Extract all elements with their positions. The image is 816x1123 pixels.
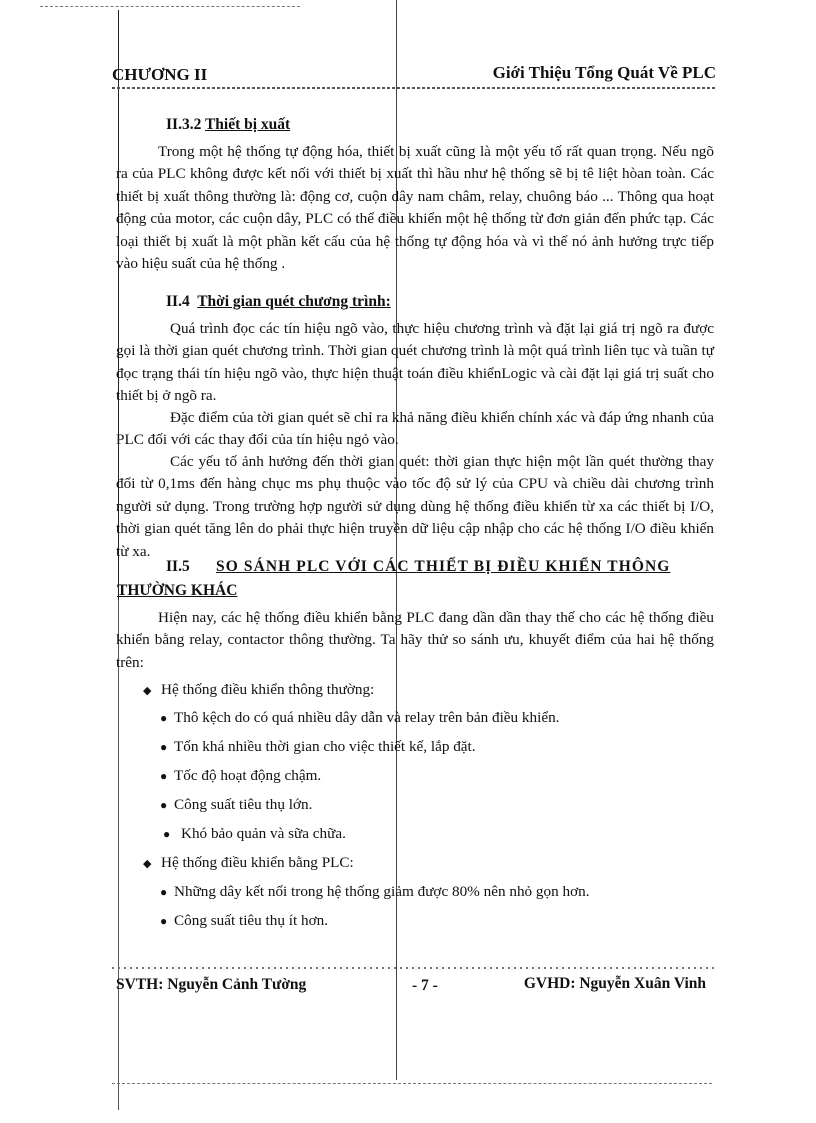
- paragraph-text: Hiện nay, các hệ thống điều khiển bằng PLC đang dần dần thay thế cho các hệ thống điều khiển bằng relay, contactor thông thường. Ta hãy thử so sánh ưu, khuyết điểm của hai hệ thống trên:: [116, 609, 714, 671]
- dot-bullet-icon: ●: [160, 769, 168, 783]
- bullet-group-heading: [143, 854, 354, 872]
- list-item: [160, 767, 321, 785]
- list-item: [160, 709, 559, 727]
- list-item-text: Công suất tiêu thụ lớn.: [174, 796, 313, 813]
- list-item: [163, 825, 346, 843]
- list-item: [160, 738, 476, 756]
- list-item: [160, 796, 312, 814]
- header-chapter: CHƯƠNG II: [112, 65, 208, 84]
- section-number: II.4: [166, 293, 190, 310]
- section-title: Thời gian quét chương trình:: [197, 293, 391, 310]
- paragraph: [116, 318, 714, 408]
- list-item-text: Tốn khá nhiều thời gian cho việc thiết kế, lắp đặt.: [174, 738, 476, 755]
- list-item: [160, 912, 328, 930]
- list-item-text: Công suất tiêu thụ ít hơn.: [174, 912, 328, 929]
- diamond-bullet-icon: ◆: [143, 685, 152, 697]
- paragraph-text: Trong một hệ thống tự động hóa, thiết bị xuất cũng là một yếu tố rất quan trọng. Nếu ngõ ra của PLC không được kết nối với thiết bị xuất thì hầu như hệ thống sẽ bị tê liệt hòan toàn. Các thiết bị xuất thông thường là: động cơ, cuộn dây nam châm, relay, chuông báo ... Thông qua hoạt động của motor, các cuộn dây, PLC có thể điều khiển một hệ thống từ đơn giản đến phức tạp. Các loại thiết bị xuất là một phần kết cấu của hệ thống tự động hóa và vì thế nó ảnh hưởng trực tiếp vào hiệu suất của hệ thống .: [116, 143, 714, 273]
- section-number: II.5: [166, 558, 190, 575]
- section-heading-3-2: [166, 116, 290, 134]
- binding-line-left-lower: [118, 600, 119, 1110]
- section-title: SO SÁNH PLC VỚI CÁC THIẾT BỊ ĐIỀU KHIỂN THÔNG: [216, 558, 671, 575]
- paragraph-text: Đặc điểm của tời gian quét sẽ chỉ ra khả năng điều khiển chính xác và đáp ứng nhanh của PLC đối với các thay đổi của tín hiệu ngỏ vào.: [116, 409, 714, 449]
- section-title: Thiết bị xuất: [204, 116, 291, 133]
- footer-divider: [112, 967, 716, 969]
- scan-bottom-rule: [112, 1083, 712, 1084]
- section-heading-5: [166, 558, 716, 576]
- paragraph: [116, 451, 714, 563]
- list-item: [160, 883, 590, 901]
- list-item-text: Khó bảo quản và sữa chữa.: [181, 825, 346, 842]
- dot-bullet-icon: ●: [160, 885, 168, 899]
- list-item-text: Thô kệch do có quá nhiều dây dẫn và relay trên bản điều khiển.: [174, 709, 560, 726]
- section-number: II.3.2: [166, 116, 202, 133]
- dot-bullet-icon: ●: [160, 711, 168, 725]
- bullet-text: Hệ thống điều khiển bằng PLC:: [161, 854, 354, 871]
- diamond-bullet-icon: ◆: [143, 858, 152, 870]
- paragraph: [116, 141, 714, 275]
- paragraph: [116, 607, 714, 674]
- paragraph-text: Quá trình đọc các tín hiệu ngõ vào, thực hiệu chương trình và đặt lại giá trị ngõ ra được gọi là thời gian quét chương trình. Thời gian quét chương trình là một quá trình liên tục và tuần tự đọc trạng thái tín hiệu ngõ vào, thực hiện thuật toán điều khiểnLogic và cài đặt lại giá trị suất cho thiết bị ở ngõ ra.: [116, 320, 714, 405]
- section-heading-5-cont: [117, 582, 237, 600]
- bullet-text: Hệ thống điều khiển thông thường:: [161, 681, 375, 698]
- header-divider: [112, 87, 716, 89]
- scan-top-rule: [40, 6, 300, 7]
- page-number: - 7 -: [412, 977, 438, 994]
- dot-bullet-icon: ●: [160, 798, 168, 812]
- dot-bullet-icon: ●: [163, 827, 171, 841]
- bullet-group-heading: [143, 681, 374, 699]
- list-item-text: Tốc độ hoạt động chậm.: [174, 767, 322, 784]
- paragraph: [116, 407, 714, 452]
- paragraph-text: Các yếu tố ảnh hưởng đến thời gian quét: thời gian thực hiện một lần quét thường thay đổi từ 0,1ms đến hàng chục ms phụ thuộc vào tốc độ sử lý của CPU và chiều dài chương trình người sử dụng. Trong trường hợp người sử dụng dùng hệ thống điều khiển từ xa các thiết bị I/O, thời gian quét tăng lên do phải thực hiện truyền dữ liệu cập nhập cho các hệ thống I/O điều khiển từ xa.: [116, 453, 714, 560]
- dot-bullet-icon: ●: [160, 914, 168, 928]
- footer-advisor: GVHD: Nguyễn Xuân Vinh: [523, 975, 706, 992]
- list-item-text: Những dây kết nối trong hệ thống giảm được 80% nên nhỏ gọn hơn.: [174, 883, 590, 900]
- section-heading-4: [166, 293, 391, 311]
- dot-bullet-icon: ●: [160, 740, 168, 754]
- section-title-cont: THƯỜNG KHÁC: [117, 582, 238, 599]
- footer-student: SVTH: Nguyễn Cảnh Tường: [116, 976, 307, 993]
- header-title: Giới Thiệu Tổng Quát Về PLC: [492, 63, 716, 82]
